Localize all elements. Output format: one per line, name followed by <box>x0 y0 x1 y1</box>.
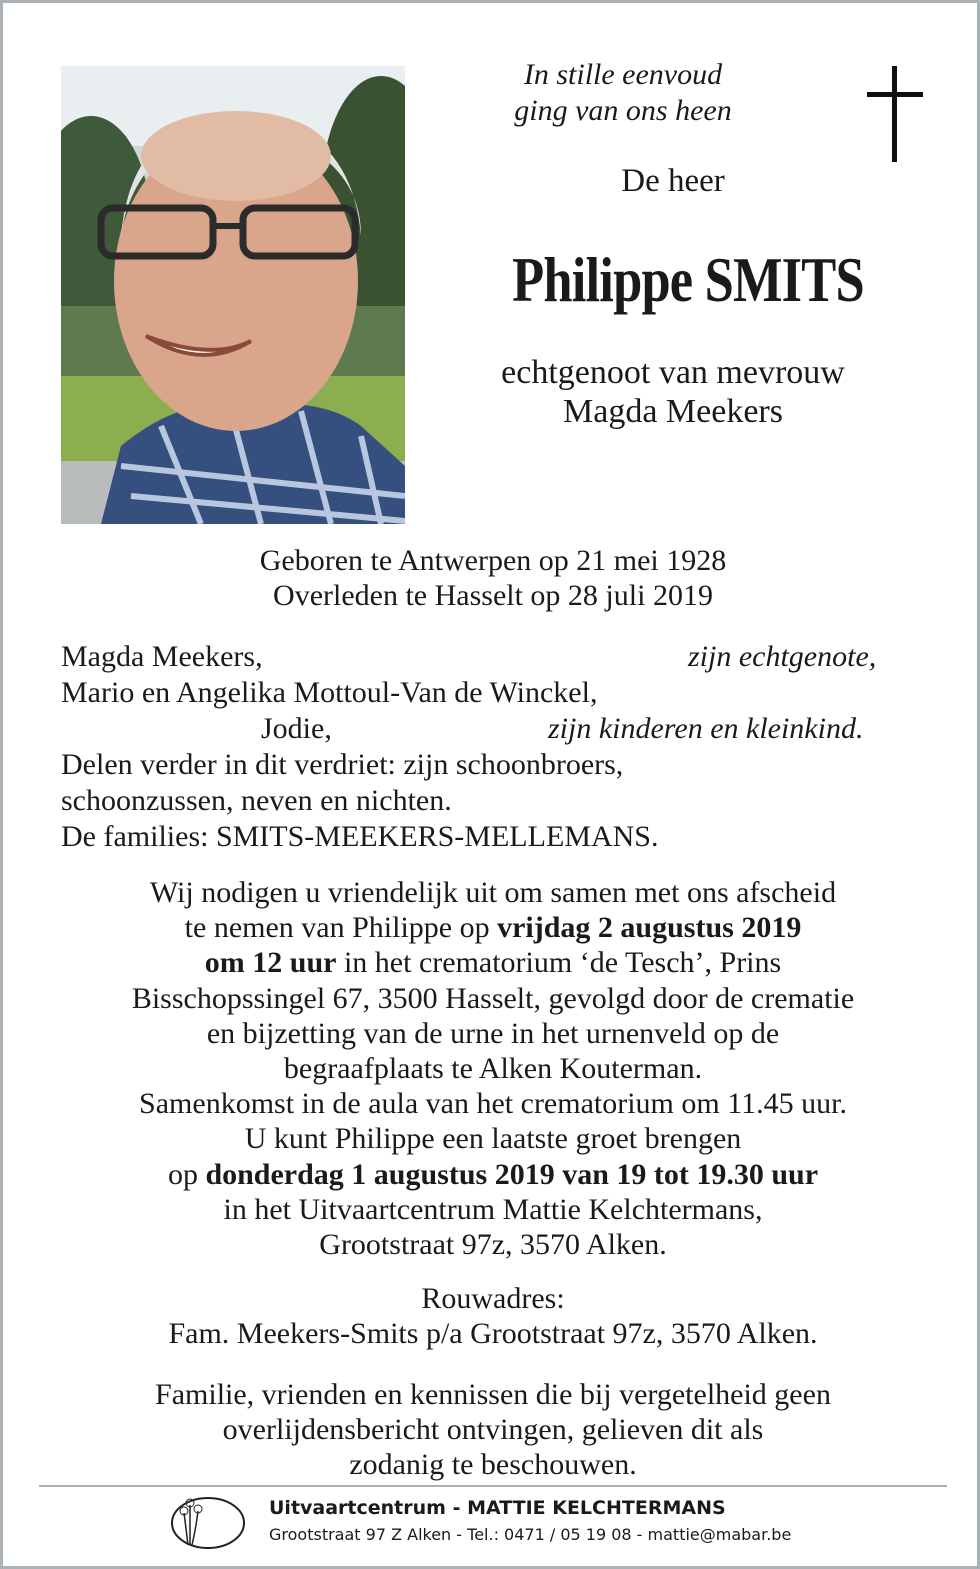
intro-text <box>473 57 773 129</box>
mourning-address <box>43 1281 943 1351</box>
intro-line: In stille eenvoud <box>523 58 723 91</box>
visitation-datetime: donderdag 1 augustus 2019 van 19 tot 19.30 uur <box>205 1157 819 1191</box>
footer-divider <box>39 1485 947 1487</box>
birth-line: Geboren te Antwerpen op 21 mei 1928 <box>259 544 727 577</box>
cross-icon <box>867 66 923 162</box>
intro-line: ging van ons heen <box>514 94 732 127</box>
spouse-info <box>433 353 913 431</box>
invitation-text-part: in het crematorium ‘de Tesch’, Prins <box>336 946 782 980</box>
family-name: Magda Meekers, <box>61 640 263 673</box>
invitation-line: Samenkomst in de aula van het crematorium om 11.45 uur. <box>139 1087 847 1121</box>
closing-note <box>43 1377 943 1482</box>
invitation-line: in het Uitvaartcentrum Mattie Kelchtermans, <box>223 1192 763 1226</box>
family-relation: zijn echtgenote, <box>688 640 877 673</box>
closing-line: Familie, vrienden en kennissen die bij vergetelheid geen <box>155 1378 831 1411</box>
closing-line: zodanig te beschouwen. <box>349 1448 637 1481</box>
family-row <box>61 711 921 747</box>
invitation-text <box>43 875 943 1262</box>
family-name: Jodie, <box>261 712 332 745</box>
invitation-line: Grootstraat 97z, 3570 Alken. <box>319 1228 667 1262</box>
invitation-line: Bisschopssingel 67, 3500 Hasselt, gevolgd door de crematie <box>131 981 855 1015</box>
invitation-line: U kunt Philippe een laatste groet brengen <box>244 1122 742 1156</box>
deceased-name: Philippe SMITS <box>512 244 864 315</box>
invitation-line <box>43 945 943 980</box>
service-date: vrijdag 2 augustus 2019 <box>497 911 802 945</box>
mourning-address-label: Rouwadres: <box>421 1282 565 1315</box>
closing-line: overlijdensbericht ontvingen, gelieven dit als <box>222 1413 764 1446</box>
family-relation: zijn kinderen en kleinkind. <box>548 712 864 745</box>
family-name: Mario en Angelika Mottoul-Van de Winckel, <box>61 676 598 709</box>
title-prefix: De heer <box>621 163 725 199</box>
invitation-line: Wij nodigen u vriendelijk uit om samen met ons afscheid <box>149 876 837 909</box>
family-row <box>61 675 921 711</box>
family-row: Delen verder in dit verdriet: zijn schoonbroers, <box>61 748 624 781</box>
invitation-text-part: op <box>167 1157 206 1191</box>
invitation-line: begraafplaats te Alken Kouterman. <box>283 1052 703 1086</box>
funeral-home-footer <box>166 1493 816 1553</box>
funeral-home-name: Uitvaartcentrum - MATTIE KELCHTERMANS <box>269 1497 726 1519</box>
service-time: om 12 uur <box>204 946 337 980</box>
mourning-address-value: Fam. Meekers-Smits p/a Grootstraat 97z, 3570 Alken. <box>168 1317 818 1350</box>
invitation-line <box>43 1157 943 1192</box>
spouse-line: echtgenoot van mevrouw <box>501 354 845 391</box>
portrait-photo <box>61 66 405 524</box>
family-list <box>61 639 921 855</box>
family-row <box>61 639 921 675</box>
spouse-line: Magda Meekers <box>563 393 783 430</box>
invitation-line: en bijzetting van de urne in het urnenveld op de <box>206 1016 780 1050</box>
flower-logo-icon <box>166 1493 246 1553</box>
invitation-text-part: te nemen van Philippe op <box>184 911 498 945</box>
family-row: schoonzussen, neven en nichten. <box>61 784 452 817</box>
life-dates <box>83 543 903 613</box>
death-line: Overleden te Hasselt op 28 juli 2019 <box>273 579 713 612</box>
invitation-line <box>43 910 943 945</box>
family-row: De families: SMITS-MEEKERS-MELLEMANS. <box>61 820 659 853</box>
funeral-home-contact: Grootstraat 97 Z Alken - Tel.: 0471 / 05 19 08 - mattie@mabar.be <box>269 1525 792 1544</box>
